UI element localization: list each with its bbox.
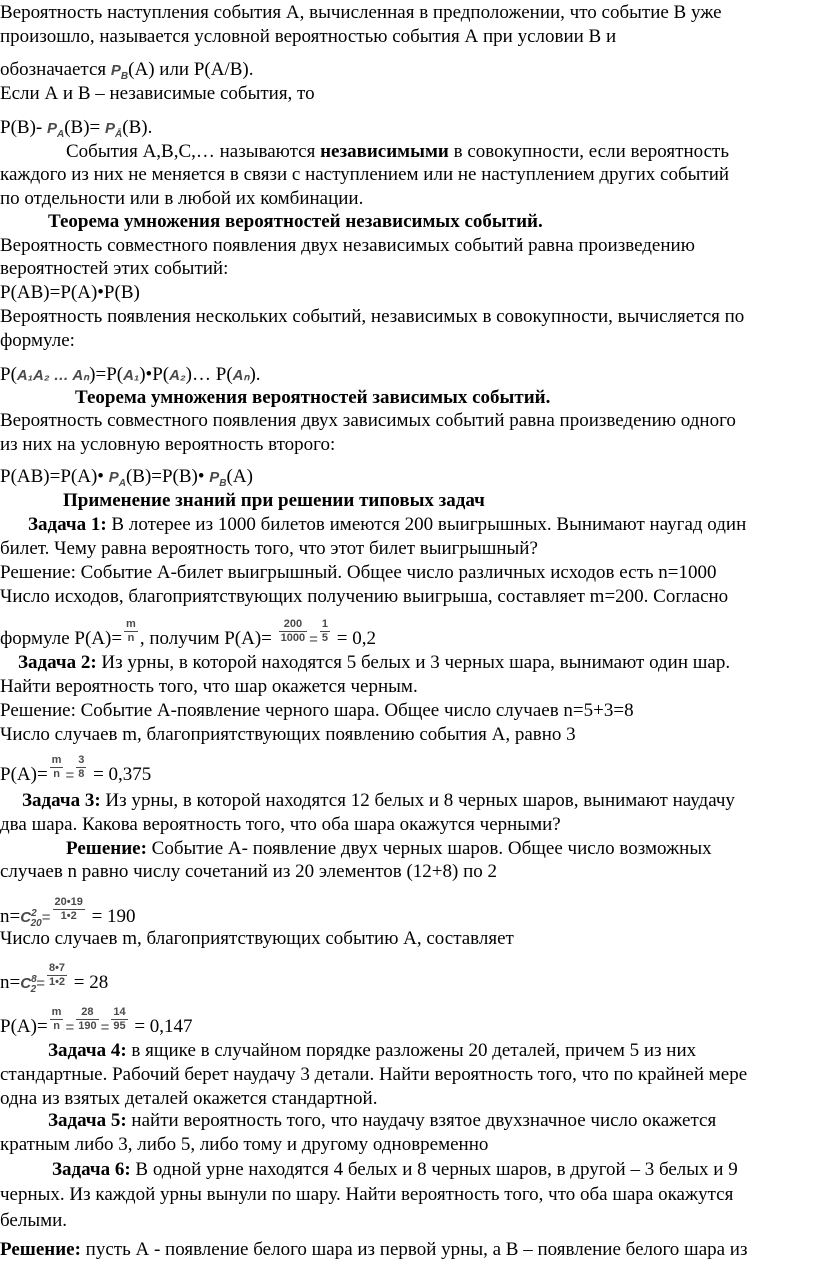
formula-p-a-bar: $P_Ā$ bbox=[105, 120, 123, 140]
formula-an: Aₙ bbox=[232, 367, 250, 384]
task-5: Задача 5: найти вероятность того, что наудачу взятое двухзначное число окажется bbox=[48, 1110, 717, 1131]
text-line: черных. Из каждой урны вынули по шару. Найти вероятность того, что оба шара окажутся bbox=[0, 1184, 734, 1205]
text-line: Число случаев m, благоприятствующих появлению события А, равно 3 bbox=[0, 724, 576, 745]
formula-p-a: $P_A$ bbox=[46, 120, 65, 140]
fraction: $\frac{8•7}{1•2}$ bbox=[48, 962, 66, 989]
text-line: каждого из них не меняется в связи с наступлением или не наступлением других событий bbox=[0, 164, 730, 185]
text-line: Число случаев m, благоприятствующих событию А, составляет bbox=[0, 928, 514, 949]
text-line: Вероятность наступления события А, вычисленная в предположении, что событие В уже bbox=[0, 2, 722, 23]
text-line: произошло, называется условной вероятностью события А при условии В и bbox=[0, 26, 617, 47]
formula-line: Р(АВ)=Р(А)• $P_A(В)=Р(В)•$ $P_B(А)$ bbox=[0, 466, 253, 489]
combination-symbol: $C^2_{20}$ bbox=[20, 908, 42, 929]
text-line: Решение: пусть А - появление белого шара из первой урны, а В – появление белого шара из bbox=[0, 1239, 748, 1260]
text-line: Решение: Событие А- появление двух черных шаров. Общее число возможных bbox=[66, 838, 712, 859]
section-heading: Теорема умножения вероятностей независимых событий. bbox=[48, 211, 543, 232]
task-label: Задача 1: bbox=[28, 514, 107, 535]
text-line: Вероятность совместного появления двух независимых событий равна произведению bbox=[0, 235, 695, 256]
text-line: по отдельности или в любой их комбинации. bbox=[0, 188, 364, 209]
formula-line: Р(АВ)=Р(А)•Р(В) bbox=[0, 282, 140, 303]
formula-p-b: $P_B$ bbox=[110, 62, 129, 82]
text-run: (В)= bbox=[64, 117, 106, 138]
task-6: Задача 6: В одной урне находятся 4 белых и 8 черных шаров, в другой – 3 белых и 9 bbox=[52, 1159, 738, 1180]
task-3: Задача 3: Из урны, в которой находятся 12 белых и 8 черных шаров, вынимают наудачу bbox=[22, 790, 735, 811]
fraction: $\frac{m}{n}$ bbox=[126, 618, 136, 644]
text-line: Найти вероятность того, что шар окажется черным. bbox=[0, 676, 418, 697]
combination-symbol: $C^8_2$ bbox=[20, 974, 37, 995]
text-line: билет. Чему равна вероятность того, что этот билет выигрышный? bbox=[0, 538, 538, 559]
task-label: Задача 6: bbox=[52, 1159, 131, 1180]
formula-p-b: $P_B$ bbox=[209, 469, 227, 489]
fraction: $\frac{20•19}{1•2}$ bbox=[54, 896, 83, 923]
formula-line: формуле Р(А)= $\frac{m}{n}$ , получим Р(А)= $\frac{200}{1000}$ = $\frac{1}{5}$ = 0,2 bbox=[0, 618, 376, 649]
task-4: Задача 4: в ящике в случайном порядке разложены 20 деталей, причем 5 из них bbox=[48, 1040, 697, 1061]
formula-line: Р(А)= $\frac{m}{n}$ = $\frac{28}{190}$ = $\frac{14}{95}$ = 0,147 bbox=[0, 1006, 193, 1037]
text-line: Вероятность появления нескольких событий, независимых в совокупности, вычисляется по bbox=[0, 306, 745, 327]
task-1: Задача 1: В лотерее из 1000 билетов имеются 200 выигрышных. Вынимают наугад один bbox=[28, 514, 747, 535]
text-run: (В). bbox=[122, 117, 153, 138]
text-line: два шара. Какова вероятность того, что оба шара окажутся черными? bbox=[0, 814, 561, 835]
formula-line: $n=C^8_2=$ $\frac{8•7}{1•2}$ = 28 bbox=[0, 962, 109, 995]
formula-a1: A₁ bbox=[123, 367, 140, 384]
formula-line: Р(A₁A₂ … Aₙ)=Р(A₁)•Р(A₂)… Р(Aₙ). bbox=[0, 364, 261, 385]
fraction: $\frac{28}{190}$ bbox=[78, 1006, 97, 1032]
section-heading: Теорема умножения вероятностей зависимых событий. bbox=[75, 387, 551, 408]
fraction: $\frac{3}{8}$ bbox=[78, 754, 85, 780]
formula-a1-an: A₁A₂ … Aₙ bbox=[16, 367, 90, 384]
formula-line: Р(А)= $\frac{m}{n}$ = $\frac{3}{8}$ = 0,375 bbox=[0, 754, 152, 785]
task-label: Задача 3: bbox=[22, 790, 101, 811]
fraction: $\frac{14}{95}$ bbox=[113, 1006, 126, 1032]
fraction: $\frac{1}{5}$ bbox=[321, 618, 329, 644]
text-line: Если А и В – независимые события, то bbox=[0, 83, 315, 104]
formula-a2: A₂ bbox=[169, 367, 186, 384]
text-run: (А) или Р(А/В). bbox=[128, 59, 254, 80]
text-line: белыми. bbox=[0, 1210, 68, 1231]
formula-line: $n=C^2_{20}=$ $\frac{20•19}{1•2}$ = 190 bbox=[0, 896, 136, 929]
text-line: События А,В,С,… называются независимыми в совокупности, если вероятность bbox=[66, 141, 730, 162]
text-run: Р(В)- bbox=[0, 117, 47, 138]
text-line: Решение: Событие А-билет выигрышный. Общее число различных исходов есть n=1000 bbox=[0, 562, 717, 583]
text-run: обозначается bbox=[0, 59, 111, 80]
task-label: Задача 5: bbox=[48, 1110, 127, 1131]
text-line: вероятностей этих событий: bbox=[0, 258, 229, 279]
text-line: Вероятность совместного появления двух зависимых событий равна произведению одного bbox=[0, 410, 736, 431]
task-label: Задача 2: bbox=[18, 652, 97, 673]
text-line: кратным либо 3, либо 5, либо тому и другому одновременно bbox=[0, 1134, 489, 1155]
fraction: $\frac{m}{n}$ bbox=[51, 754, 62, 780]
text-line: формуле: bbox=[0, 330, 75, 351]
text-line: случаев n равно числу сочетаний из 20 элементов (12+8) по 2 bbox=[0, 861, 498, 882]
section-heading: Применение знаний при решении типовых задач bbox=[63, 490, 485, 511]
text-line: Число исходов, благоприятствующих получению выигрыша, составляет m=200. Согласно bbox=[0, 586, 729, 607]
task-label: Задача 4: bbox=[48, 1040, 127, 1061]
task-2: Задача 2: Из урны, в которой находятся 5 белых и 3 черных шара, вынимают один шар. bbox=[18, 652, 731, 673]
text-line: из них на условную вероятность второго: bbox=[0, 434, 336, 455]
fraction: $\frac{m}{n}$ bbox=[51, 1006, 62, 1032]
formula-p-a: $P_A$ bbox=[108, 469, 126, 489]
fraction: $\frac{200}{1000}$ bbox=[280, 618, 306, 644]
text-line: стандартные. Рабочий берет наудачу 3 детали. Найти вероятность того, что по крайней мере bbox=[0, 1064, 748, 1085]
text-line: одна из взятых деталей окажется стандартной. bbox=[0, 1088, 378, 1109]
text-line: Решение: Событие А-появление черного шара. Общее число случаев n=5+3=8 bbox=[0, 700, 634, 721]
